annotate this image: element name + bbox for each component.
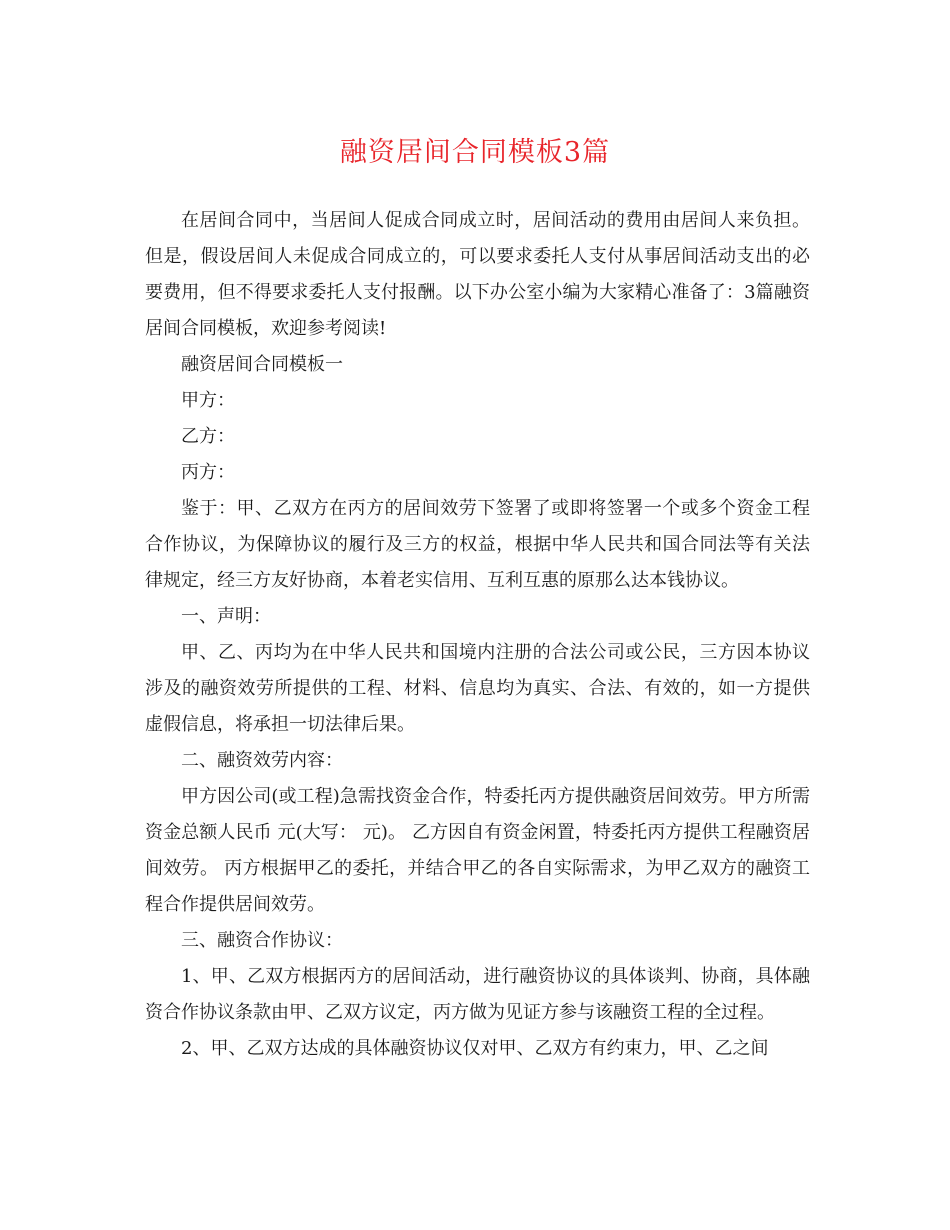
whereas-paragraph: 鉴于：甲、乙双方在丙方的居间效劳下签署了或即将签署一个或多个资金工程合作协议，为保障协议的履行及三方的权益，根据中华人民共和国合同法等有关法律规定，经三方友好协商，本着老实信用、互利互惠的原那么达本钱协议。	[145, 498, 810, 591]
intro-paragraph: 在居间合同中，当居间人促成合同成立时，居间活动的费用由居间人来负担。但是，假设居间人未促成合同成立的，可以要求委托人支付从事居间活动支出的必要费用，但不得要求委托人支付报酬。以下办公室小编为大家精心准备了：3篇融资居间合同模板，欢迎参考阅读!	[145, 210, 810, 339]
heading-service-content: 二、融资效劳内容：	[181, 750, 343, 771]
section-heading-template-one: 融资居间合同模板一	[181, 354, 343, 375]
service-content-paragraph: 甲方因公司(或工程)急需找资金合作，特委托丙方提供融资居间效劳。甲方所需资金总额人民币 元(大写： 元)。 乙方因自有资金闲置，特委托丙方提供工程融资居间效劳。 丙方根据甲乙的委托，并结合甲乙的各自实际需求，为甲乙双方的融资工程合作提供居间效劳。	[145, 786, 810, 915]
document-body	[145, 203, 810, 1067]
clause-2-paragraph: 2、甲、乙双方达成的具体融资协议仅对甲、乙双方有约束力，甲、乙之间	[181, 1038, 769, 1059]
clause-1-paragraph: 1、甲、乙双方根据丙方的居间活动，进行融资协议的具体谈判、协商，具体融资合作协议条款由甲、乙双方议定，丙方做为见证方参与该融资工程的全过程。	[145, 966, 810, 1023]
party-c-line: 丙方：	[181, 462, 235, 483]
party-b-line: 乙方：	[181, 426, 235, 447]
heading-declaration: 一、声明：	[181, 606, 271, 627]
heading-cooperation-agreement: 三、融资合作协议：	[181, 930, 343, 951]
declaration-paragraph: 甲、乙、丙均为在中华人民共和国境内注册的合法公司或公民，三方因本协议涉及的融资效劳所提供的工程、材料、信息均为真实、合法、有效的，如一方提供虚假信息，将承担一切法律后果。	[145, 642, 810, 735]
document-title: 融资居间合同模板3篇	[339, 137, 611, 168]
party-a-line: 甲方：	[181, 390, 235, 411]
